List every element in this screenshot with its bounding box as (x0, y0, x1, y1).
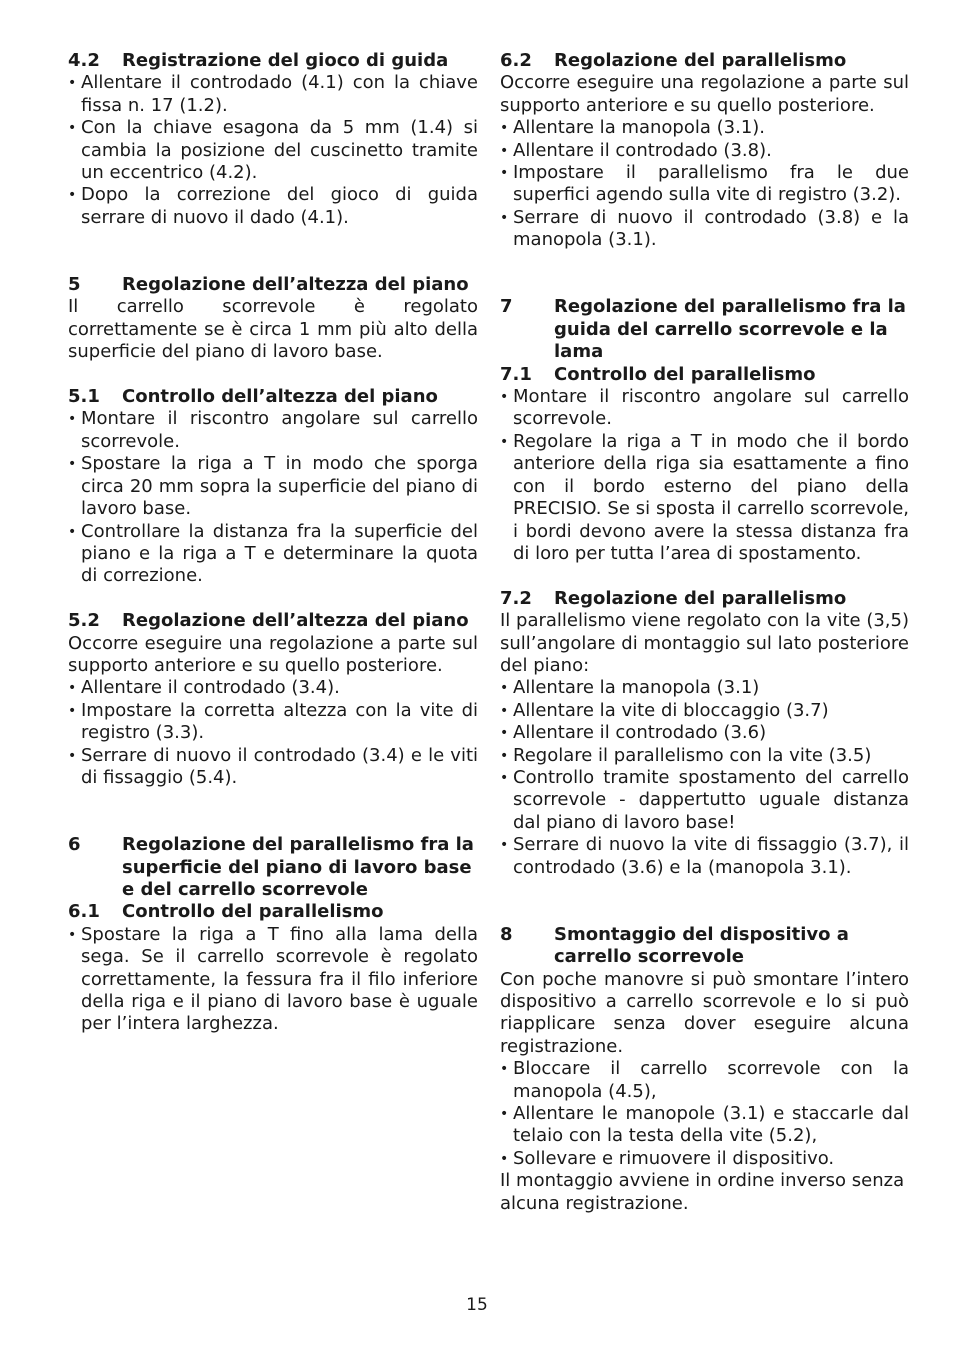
bullet-item: • Bloccare il carrello scorrevole con la manopola (4.5), (500, 1058, 909, 1103)
heading-number: 5.2 (68, 610, 100, 632)
heading-title: Regolazione del parallelismo (554, 587, 847, 609)
heading-title: Regolazione dell’altezza del piano (122, 274, 469, 296)
bullet-list-6-2 (500, 117, 909, 251)
bullet-list-5-1 (68, 408, 478, 587)
heading-title: Regolazione dell’altezza del piano (122, 610, 469, 632)
paragraph: Il parallelismo viene regolato con la vite (3,5) sull’angolare di montaggio sul lato posteriore del piano: (500, 610, 909, 676)
bullet-list-8 (500, 1058, 909, 1170)
bullet-item: • Allentare il controdado (3.4). (68, 677, 478, 699)
heading-6-1 (68, 901, 478, 923)
bullet-item: • Serrare di nuovo il controdado (3.8) e la manopola (3.1). (500, 207, 909, 252)
bullet-item: • Impostare la corretta altezza con la vite di registro (3.3). (68, 700, 478, 745)
heading-number: 6.1 (68, 901, 100, 923)
bullet-item: • Sollevare e rimuovere il dispositivo. (500, 1148, 909, 1170)
heading-number: 6 (68, 834, 81, 856)
bullet-list-7-1 (500, 386, 909, 565)
heading-title: Regolazione del parallelismo fra la guida del carrello scorrevole e la lama (554, 296, 906, 363)
bullet-item: • Controllare la distanza fra la superficie del piano e la riga a T e determinare la quota di correzione. (68, 521, 478, 588)
heading-number: 7 (500, 296, 513, 318)
heading-5 (68, 274, 478, 296)
bullet-item: • Allentare il controdado (3.8). (500, 140, 909, 162)
paragraph: Occorre eseguire una regolazione a parte sul supporto anteriore e su quello posteriore. (500, 72, 909, 116)
bullet-item: • Allentare il controdado (4.1) con la chiave fissa n. 17 (1.2). (68, 72, 478, 117)
heading-number: 5 (68, 274, 81, 296)
left-column (68, 50, 478, 1036)
closing-paragraph: Il montaggio avviene in ordine inverso senza alcuna registrazione. (500, 1170, 905, 1214)
bullet-item: • Montare il riscontro angolare sul carrello scorrevole. (68, 408, 478, 453)
heading-8 (500, 924, 909, 969)
bullet-item: • Montare il riscontro angolare sul carrello scorrevole. (500, 386, 909, 431)
bullet-item: • Spostare la riga a T in modo che sporga circa 20 mm sopra la superficie del piano di lavoro base. (68, 453, 478, 520)
heading-4-2 (68, 50, 478, 72)
bullet-list-4-2 (68, 72, 478, 229)
bullet-item: • Serrare di nuovo il controdado (3.4) e le viti di fissaggio (5.4). (68, 745, 478, 790)
heading-number: 5.1 (68, 386, 100, 408)
heading-title: Controllo del parallelismo (122, 901, 384, 923)
heading-5-2 (68, 610, 478, 632)
paragraph: Il carrello scorrevole è regolato correttamente se è circa 1 mm più alto della superficie del piano di lavoro base. (68, 296, 478, 363)
bullet-item: • Allentare le manopole (3.1) e staccarle dal telaio con la testa della vite (5.2), (500, 1103, 909, 1148)
bullet-list-6-1 (68, 924, 478, 1036)
bullet-list-5-2 (68, 677, 478, 789)
right-column (500, 50, 909, 1215)
bullet-item: • Regolare la riga a T in modo che il bordo anteriore della riga sia esattamente a fino con il bordo esterno del piano della PRECISIO. Se si sposta il carrello scorrevole, i bordi devono avere la stessa distanza fra di loro per tutta l’area di spostamento. (500, 431, 909, 565)
heading-title: Smontaggio del dispositivo a carrello scorrevole (554, 923, 849, 968)
bullet-item: • Serrare di nuovo la vite di fissaggio (3.7), il controdado (3.6) e la (manopola 3.1). (500, 834, 909, 879)
bullet-item: • Allentare il controdado (3.6) (500, 722, 909, 744)
bullet-item: • Impostare il parallelismo fra le due superfici agendo sulla vite di registro (3.2). (500, 162, 909, 207)
page-number: 15 (466, 1295, 488, 1315)
bullet-item: • Dopo la correzione del gioco di guida serrare di nuovo il dado (4.1). (68, 184, 478, 229)
heading-number: 6.2 (500, 50, 532, 71)
heading-6-2 (500, 50, 909, 72)
heading-7 (500, 296, 909, 363)
bullet-item: • Con la chiave esagona da 5 mm (1.4) si cambia la posizione del cuscinetto tramite un eccentrico (4.2). (68, 117, 478, 184)
bullet-item: • Regolare il parallelismo con la vite (3.5) (500, 745, 909, 767)
bullet-list-7-2 (500, 677, 909, 879)
bullet-item: • Allentare la vite di bloccaggio (3.7) (500, 700, 909, 722)
bullet-item: • Allentare la manopola (3.1) (500, 677, 909, 699)
heading-6 (68, 834, 478, 901)
heading-title: Registrazione del gioco di guida (122, 50, 449, 71)
bullet-item: • Spostare la riga a T fino alla lama della sega. Se il carrello scorrevole è regolato correttamente, la fessura fra il filo inferiore della riga e il piano di lavoro base è uguale per l’intera larghezza. (68, 924, 478, 1036)
paragraph: Con poche manovre si può smontare l’intero dispositivo a carrello scorrevole e lo si può riapplicare senza dover eseguire alcuna registrazione. (500, 968, 909, 1057)
bullet-item: • Allentare la manopola (3.1). (500, 117, 909, 139)
heading-title: Controllo del parallelismo (554, 363, 816, 385)
heading-title: Regolazione del parallelismo fra la superficie del piano di lavoro base e del carrello scorrevole (122, 834, 474, 900)
heading-7-1 (500, 364, 909, 386)
heading-number: 7.2 (500, 587, 532, 609)
heading-7-2 (500, 588, 909, 610)
paragraph: Occorre eseguire una regolazione a parte sul supporto anteriore e su quello posteriore. (68, 632, 478, 676)
heading-5-1 (68, 386, 478, 408)
heading-title: Regolazione del parallelismo (554, 50, 847, 71)
bullet-item: • Controllo tramite spostamento del carrello scorrevole - dappertutto uguale distanza dal piano di lavoro base! (500, 767, 909, 834)
heading-title: Controllo dell’altezza del piano (122, 386, 438, 408)
heading-number: 7.1 (500, 363, 532, 385)
heading-number: 8 (500, 923, 513, 945)
heading-number: 4.2 (68, 50, 100, 71)
